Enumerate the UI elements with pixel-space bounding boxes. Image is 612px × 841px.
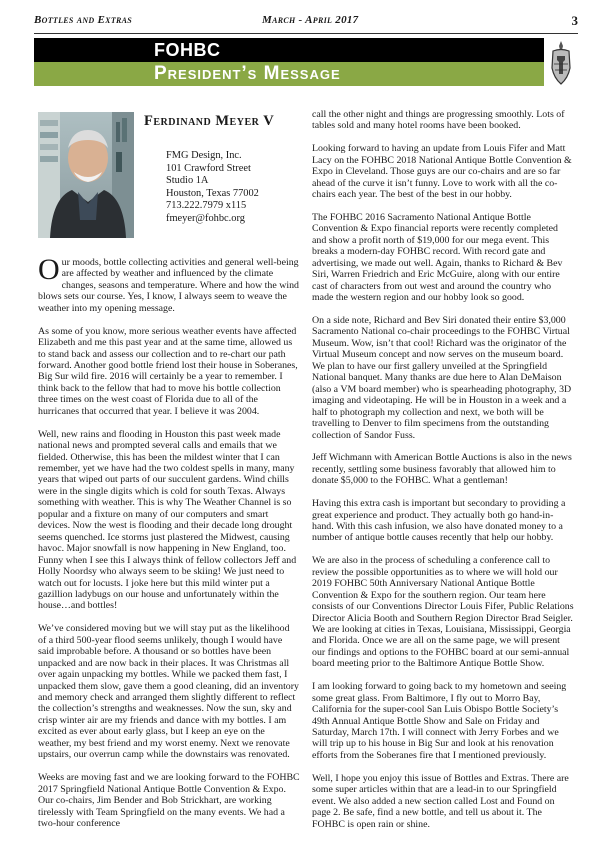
address-line-street: 101 Crawford Street: [166, 162, 251, 174]
section-title: President’s Message: [154, 63, 341, 84]
header-divider: [34, 33, 578, 34]
address-line-company: FMG Design, Inc.: [166, 150, 242, 161]
address-line-studio: Studio 1A: [166, 175, 209, 187]
banner-org: FOHBC: [154, 40, 221, 60]
author-address-block: [166, 150, 259, 226]
fohbc-crest-icon: [544, 38, 578, 88]
author-portrait-image: [38, 112, 134, 238]
paragraph-intro: [38, 253, 300, 314]
banner-top-bar: [34, 38, 544, 62]
paragraph: Looking forward to having an update from Louis Fifer and Matt Lacy on the FOHBC 2018 National Antique Bottle Convention & Expo in Cleveland. Those guys are our co-chairs and are so far ahead of the curve it isn’t funny. Love to work with all the co-chairs each year. The best of the best in our hobby.: [312, 143, 572, 201]
paragraph: Jeff Wichmann with American Bottle Auctions is also in the news recently, settling some business favorably that allowed him to donate $5,000 to the FOHBC. What a gentleman!: [312, 452, 572, 487]
address-line-email[interactable]: fmeyer@fohbc.org: [166, 212, 245, 224]
author-name: Ferdinand Meyer V: [144, 113, 275, 129]
paragraph: As some of you know, more serious weather events have affected Elizabeth and me this past year and at the same time, allowed us to stand back and assess our collection and to re-chart our path forward. Another good bottle friend lost their house in Soberanes, Big Sur wild fire. 2016 will certainly be a year to remember. I think back to the fellow that had to move his bottle collection three times on the west coast of Florida due to all of the hurricanes that occurred that year. I believe it was 2004.: [38, 325, 298, 417]
drop-cap: O: [38, 253, 60, 286]
paragraph: We’ve considered moving but we will stay put as the likelihood of a third 500-year flood seems unlikely, though I would have said improbable before. A thousand or so bottles have been unpacked and are now back in their places. It was Christmas all over again unpacking my bottles. While we packed them fast, I unpacked them slow, gave them a good cleaning, did an inventory and memory check and arranged them slightly different to reflect the collection’s strengths and weaknesses. Now the sun, sky and crisp winter air are my friends and dance with my bottles. I am excited as ever about early glass, but I keep an eye on the weather, my best friend and my worst enemy. Next we renovate upstairs, our overrun camp while the downstairs was renovated.: [38, 623, 299, 761]
left-column: [38, 253, 300, 841]
paragraph-intro-text: ur moods, bottle collecting activities and general well-being are affected by weather and influenced by the climate changes, seasons and temperature. Where and how the wind blows sets our course. Yes, I know, I always seem to weave the weather into my opening message.: [38, 257, 299, 314]
right-column: [312, 109, 574, 841]
paragraph: Well, new rains and flooding in Houston this past week made national news and prompted several calls and emails that we fielded. Otherwise, this has been the mildest winter that I can remember, yet we have had the two coldest spells in many, many years that wiped out parts of our succulent gardens. Wind chills were in the single digits which is cold for south Texas. Always something with weather. This is why The Weather Channel is so popular and a fixture on many of our computers and smart devices. Now the west is flooding and their decade long drought seems quenched. Ice storms just plastered the Midwest, causing havoc. Major snowfall is now happening in New England, too. Funny when I see this I always think of fellow collectors Jeff and Holly Noordsy who always seem to be skiing! We just need to watch out for locusts. I joke here but this mild winter put a gazillion ladybugs on our house and unfortunately within the house…and bottles!: [38, 428, 297, 612]
address-line-phone: 713.222.7979 x115: [166, 200, 247, 212]
paragraph: I am looking forward to going back to my hometown and seeing some great glass. From Baltimore, I fly out to Morro Bay, California for the super-cool San Luis Obispo Bottle Society’s 49th Annual Antique Bottle Show and Sale on Friday and Saturday, March 17th. I will connect with Jerry Forbes and we will trip up to his house in Big Sur and look at his renovation efforts from the Soberanes fire that I mentioned previously.: [312, 681, 567, 761]
paragraph: Having this extra cash is important but secondary to providing a great experience and product. They actually both go hand-in-hand. With this cash infusion, we also have donated money to a number of antique bottle causes recently that help our hobby.: [312, 498, 566, 544]
page-number: 3: [571, 13, 578, 28]
paragraph: Weeks are moving fast and we are looking forward to the FOHBC 2017 Springfield National Antique Bottle Convention & Expo. Our co-chairs, Jim Bender and Bob Strickhart, are working tirelessly with Team Springfield on the many events. We had a two-hour conference: [38, 772, 300, 829]
paragraph: On a side note, Richard and Bev Siri donated their entire $3,000 Sacramento National co-chair proceedings to the FOHBC Virtual Museum. Wow, isn’t that cool! Richard was the originator of the Virtual Museum concept and now serves on the museum board. We plan to have our first gallery unveiled at the Springfield National banquet. Many thanks are due here to Alan DeMaison (also a VM board member) who is spearheading photography, 3D imaging and videotaping. He will be in Houston in a week and a half to photograph my collection and next, we both will be travelling to Denver to film specimens from the outstanding collection of Sandor Fuss.: [312, 314, 572, 441]
publication-title: Bottles and Extras: [34, 14, 133, 26]
author-photo: [38, 112, 134, 238]
page-header: [34, 14, 578, 30]
section-banner: [34, 38, 578, 88]
banner-bottom-bar: [34, 62, 544, 86]
paragraph: The FOHBC 2016 Sacramento National Antique Bottle Convention & Expo financial reports were recently completed and show a profit north of $19,000 for our mega event. This breaks a modern-day FOHBC record. With record gate and advertising, we made out well. Again, thanks to Richard & Bev Siri, Warren Friedrich and Eric McGuire, along with our entire cast of characters from out west and around the country who made the western region and our hobby look so good.: [312, 211, 563, 304]
address-line-city: Houston, Texas 77002: [166, 187, 259, 199]
paragraph: call the other night and things are progressing smoothly. Lots of tables sold and many hotel rooms have been booked.: [312, 109, 565, 132]
paragraph: Well, I hope you enjoy this issue of Bottles and Extras. There are some super articles within that are a lead-in to our Springfield event. We also added a new section called Lost and Found on page 2. Be safe, find a new bottle, and tell us about it. The FOHBC is open rain or shine.: [312, 772, 569, 830]
issue-date: March - April 2017: [262, 14, 359, 26]
paragraph: We are also in the process of scheduling a conference call to review the possible opportunities as to where we will hold our 2019 FOHBC 50th Anniversary National Antique Bottle Convention & Expo for the southern region. Our team here consists of our Conventions Director Louis Fifer, Public Relations Director Alicia Booth and Southern Region Director Brad Seigler. We are looking at cities in Texas, Louisiana, Mississippi, Georgia and Florida. Once we are all on the same page, we will present our findings and options to the FOHBC board at our semi-annual board meeting prior to the Baltimore Antique Bottle Show.: [312, 555, 574, 670]
